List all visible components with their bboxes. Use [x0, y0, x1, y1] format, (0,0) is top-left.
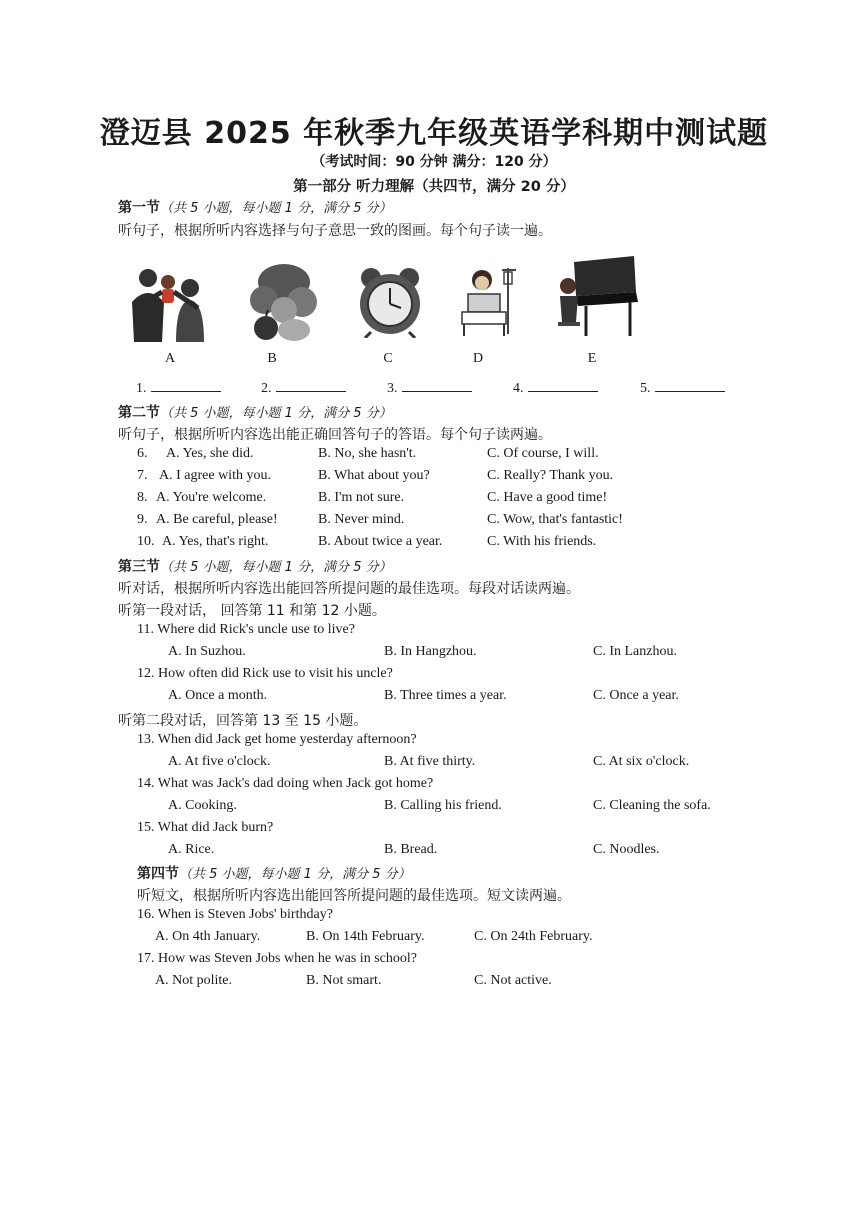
option-a[interactable]: A. Yes, that's right.	[162, 534, 269, 549]
option-b[interactable]: B. I'm not sure.	[318, 490, 405, 505]
answer-blank-number: 5.	[640, 381, 651, 396]
question-9	[137, 512, 148, 528]
option-c[interactable]: C. Have a good time!	[487, 490, 608, 505]
question-number: 9.	[137, 512, 148, 527]
question-number: 6.	[137, 446, 148, 461]
sick-boy-icon	[460, 264, 520, 338]
picture-letter-a: A	[164, 351, 176, 366]
option-a[interactable]: A. At five o'clock.	[168, 754, 271, 769]
fruits-icon	[244, 260, 324, 344]
question-15: 15. What did Jack burn?	[137, 820, 274, 835]
section-1-heading	[118, 197, 392, 217]
option-a[interactable]: A. You're welcome.	[156, 490, 267, 505]
section-4-title: 第四节	[137, 866, 179, 882]
question-12: 12. How often did Rick use to visit his uncle?	[137, 666, 393, 681]
answer-blank-4[interactable]	[513, 379, 598, 397]
section-2-heading	[118, 402, 392, 422]
option-c[interactable]: C. Wow, that's fantastic!	[487, 512, 623, 527]
dialog-2-note: 听第二段对话，回答第 13 至 15 小题。	[118, 713, 368, 729]
question-14: 14. What was Jack's dad doing when Jack got home?	[137, 776, 434, 791]
option-a[interactable]: A. Rice.	[168, 842, 215, 857]
option-b[interactable]: B. Three times a year.	[384, 688, 507, 703]
picture-letter-d: D	[472, 351, 484, 366]
section-2-info: （共 5 小题，每小题 1 分，满分 5 分）	[160, 406, 392, 421]
section-1-instruction: 听句子，根据所听内容选择与句子意思一致的图画。每个句子读一遍。	[118, 223, 552, 239]
option-b[interactable]: B. Bread.	[384, 842, 438, 857]
option-a[interactable]: A. In Suzhou.	[168, 644, 246, 659]
alarm-clock-icon	[357, 266, 423, 338]
option-b[interactable]: B. Not smart.	[306, 973, 382, 988]
section-3-heading	[118, 556, 392, 576]
question-10	[137, 534, 155, 550]
section-3-info: （共 5 小题，每小题 1 分，满分 5 分）	[160, 560, 392, 575]
option-c[interactable]: C. Really? Thank you.	[487, 468, 614, 483]
option-c[interactable]: C. Noodles.	[593, 842, 660, 857]
section-4-instruction: 听短文，根据所听内容选出能回答所提问题的最佳选项。短文读两遍。	[137, 888, 571, 904]
answer-blank-number: 2.	[261, 381, 272, 396]
picture-letter-c: C	[383, 351, 393, 366]
option-c[interactable]: C. Cleaning the sofa.	[593, 798, 711, 813]
question-number: 10.	[137, 534, 155, 549]
question-6	[137, 446, 148, 462]
section-4-heading	[137, 863, 411, 883]
section-1-title: 第一节	[118, 200, 160, 216]
option-c[interactable]: C. With his friends.	[487, 534, 597, 549]
option-c[interactable]: C. Of course, I will.	[487, 446, 599, 461]
option-b[interactable]: B. On 14th February.	[306, 929, 425, 944]
section-3-title: 第三节	[118, 559, 160, 575]
section-2-instruction: 听句子，根据所听内容选出能正确回答句子的答语。每个句子读两遍。	[118, 427, 552, 443]
option-a[interactable]: A. I agree with you.	[159, 468, 271, 483]
option-c[interactable]: C. On 24th February.	[474, 929, 593, 944]
option-c[interactable]: C. Once a year.	[593, 688, 679, 703]
question-number: 7.	[137, 468, 148, 483]
section-1-info: （共 5 小题，每小题 1 分，满分 5 分）	[160, 201, 392, 216]
option-a[interactable]: A. Cooking.	[168, 798, 237, 813]
picture-letter-e: E	[587, 351, 597, 366]
question-13: 13. When did Jack get home yesterday afternoon?	[137, 732, 417, 747]
option-b[interactable]: B. About twice a year.	[318, 534, 443, 549]
dialog-1-note: 听第一段对话， 回答第 11 和第 12 小题。	[118, 603, 386, 619]
question-11: 11. Where did Rick's uncle use to live?	[137, 622, 355, 637]
option-b[interactable]: B. Never mind.	[318, 512, 405, 527]
option-a[interactable]: A. Once a month.	[168, 688, 268, 703]
question-7	[137, 468, 148, 484]
answer-blank-1[interactable]	[136, 379, 221, 397]
section-2-title: 第二节	[118, 405, 160, 421]
answer-blank-number: 4.	[513, 381, 524, 396]
question-8	[137, 490, 148, 506]
option-b[interactable]: B. In Hangzhou.	[384, 644, 477, 659]
section-3-instruction: 听对话，根据所听内容选出能回答所提问题的最佳选项。每段对话读两遍。	[118, 581, 580, 597]
option-b[interactable]: B. At five thirty.	[384, 754, 476, 769]
answer-blank-5[interactable]	[640, 379, 725, 397]
part-one-heading: 第一部分 听力理解（共四节，满分 20 分）	[293, 179, 575, 195]
option-a[interactable]: A. Not polite.	[155, 973, 232, 988]
option-c[interactable]: C. In Lanzhou.	[593, 644, 677, 659]
option-c[interactable]: C. At six o'clock.	[593, 754, 690, 769]
question-number: 8.	[137, 490, 148, 505]
option-b[interactable]: B. What about you?	[318, 468, 430, 483]
exam-info: （考试时间：90 分钟 满分：120 分）	[311, 154, 557, 170]
option-a[interactable]: A. Yes, she did.	[166, 446, 254, 461]
option-a[interactable]: A. Be careful, please!	[156, 512, 278, 527]
answer-blank-3[interactable]	[387, 379, 472, 397]
answer-blank-number: 1.	[136, 381, 147, 396]
question-16: 16. When is Steven Jobs' birthday?	[137, 907, 333, 922]
section-4-info: （共 5 小题，每小题 1 分，满分 5 分）	[179, 867, 411, 882]
option-c[interactable]: C. Not active.	[474, 973, 552, 988]
option-a[interactable]: A. On 4th January.	[155, 929, 261, 944]
option-b[interactable]: B. No, she hasn't.	[318, 446, 417, 461]
picture-letter-b: B	[267, 351, 277, 366]
piano-icon	[556, 252, 640, 340]
question-17: 17. How was Steven Jobs when he was in school?	[137, 951, 417, 966]
answer-blank-2[interactable]	[261, 379, 346, 397]
page-title: 澄迈县 2025 年秋季九年级英语学科期中测试题	[99, 116, 769, 151]
option-b[interactable]: B. Calling his friend.	[384, 798, 502, 813]
family-icon	[118, 262, 213, 344]
answer-blank-number: 3.	[387, 381, 398, 396]
